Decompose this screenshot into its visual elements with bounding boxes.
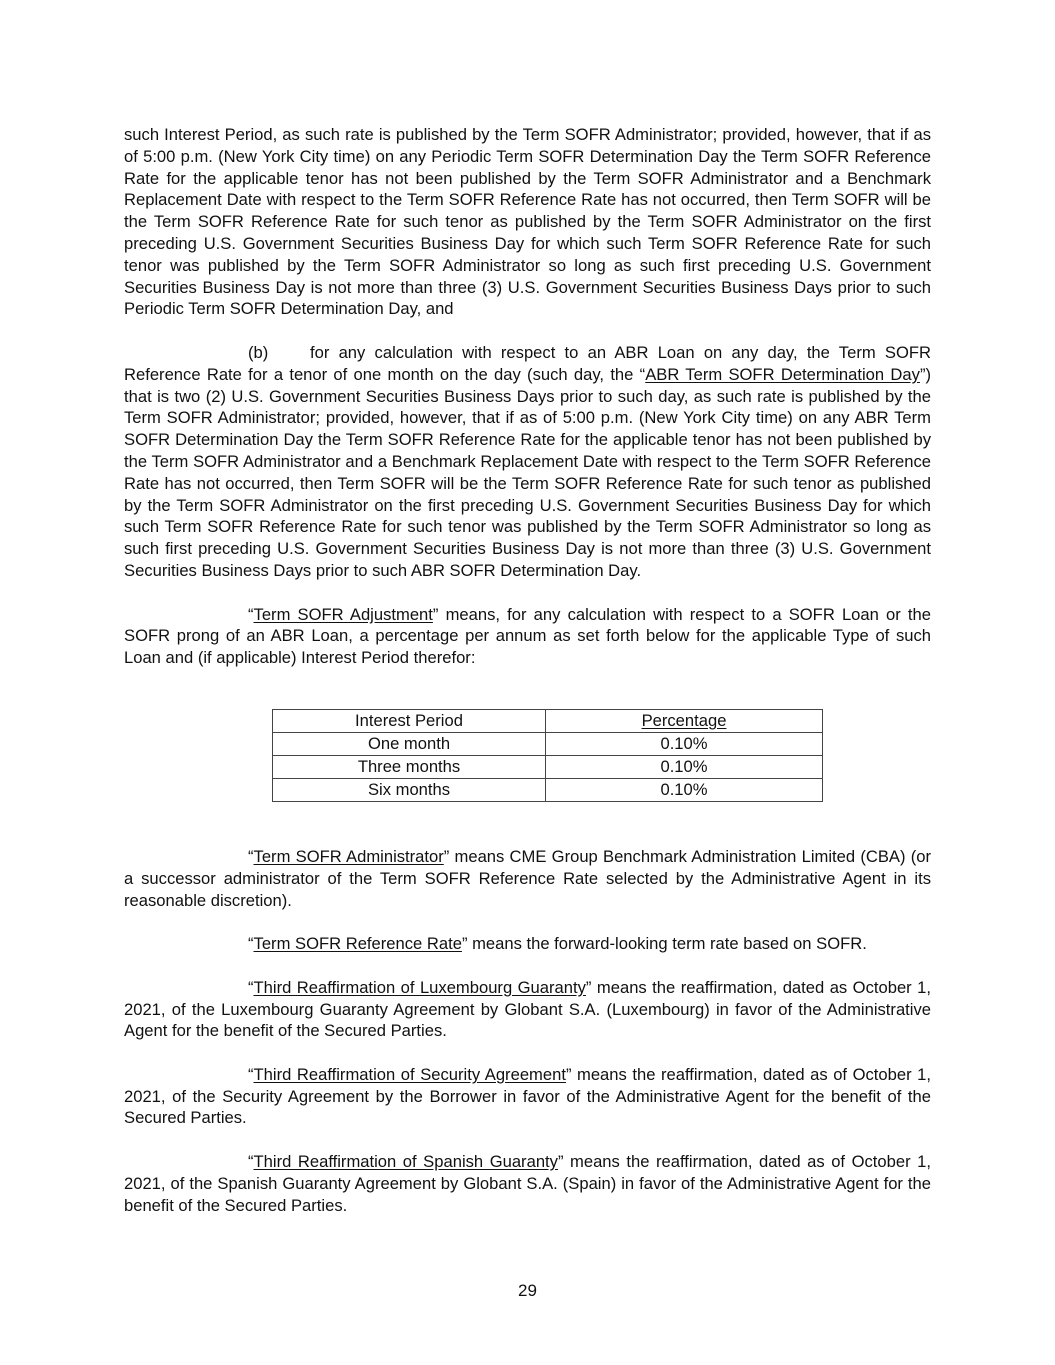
defined-term: ABR Term SOFR Determination Day: [645, 364, 920, 384]
clause-label: (b): [248, 342, 269, 362]
adjustment-table-wrapper: [272, 709, 823, 802]
adjustment-table: [272, 709, 823, 802]
defined-term: Third Reaffirmation of Spanish Guaranty: [253, 1152, 558, 1172]
cell-percentage: 0.10%: [546, 732, 823, 755]
definition-term-sofr-administrator: [124, 846, 931, 911]
table-row: [273, 778, 823, 801]
defined-term: Term SOFR Administrator: [253, 846, 444, 866]
cell-percentage: 0.10%: [546, 755, 823, 778]
definition-text: ” means the reaffirmation, dated as October 1, 2021, of the Luxembourg Guaranty Agreement by Globant S.A. (Luxembourg) in favor of the Administrative Agent for the benefit of the Secured Parties.: [124, 977, 932, 1041]
cell-interest-period: Three months: [273, 755, 546, 778]
defined-term: Third Reaffirmation of Security Agreement: [253, 1064, 566, 1084]
open-quote: “: [248, 604, 254, 624]
clause-text-post: ”) that is two (2) U.S. Government Securities Business Days prior to such day, as such rate is published by the Term SOFR Administrator; provided, however, that if as of 5:00 p.m. (New York City time) on any ABR Term SOFR Determination Day the Term SOFR Reference Rate for the applicable tenor has not been published by the Term SOFR Administrator and a Benchmark Replacement Date with respect to the Term SOFR Reference Rate has not occurred, then Term SOFR will be the Term SOFR Reference Rate for such tenor as published by the Term SOFR Administrator on the first preceding U.S. Government Securities Business Day for which such Term SOFR Reference Rate for such tenor was published by the Term SOFR Administrator so long as such first preceding U.S. Government Securities Business Day is not more than three (3) U.S. Government Securities Business Days prior to such ABR SOFR Determination Day.: [124, 364, 931, 580]
header-percentage-label: Percentage: [641, 710, 727, 730]
definition-security-agreement: [124, 1064, 931, 1129]
document-page: [124, 124, 931, 1216]
definition-luxembourg-guaranty: [124, 977, 931, 1042]
open-quote: “: [248, 1064, 254, 1084]
table-header-row: [273, 709, 823, 732]
open-quote: “: [248, 846, 254, 866]
definition-term-sofr-reference-rate: [124, 933, 931, 955]
open-quote: “: [248, 977, 254, 997]
cell-percentage: 0.10%: [546, 778, 823, 801]
open-quote: “: [248, 934, 254, 954]
definition-spanish-guaranty: [124, 1151, 931, 1216]
table-row: [273, 732, 823, 755]
definition-text: ” means CME Group Benchmark Administration Limited (CBA) (or a successor administrator of the Term SOFR Reference Rate selected by the Administrative Agent in its reasonable discretion).: [124, 846, 931, 910]
header-interest-period: Interest Period: [273, 709, 546, 732]
defined-term: Third Reaffirmation of Luxembourg Guaranty: [253, 977, 586, 997]
page-number: 29: [518, 1281, 537, 1300]
definition-text: ” means the forward-looking term rate based on SOFR.: [461, 934, 867, 954]
header-percentage: [546, 709, 823, 732]
cell-interest-period: One month: [273, 732, 546, 755]
definition-text: ” means the reaffirmation, dated as of October 1, 2021, of the Spanish Guaranty Agreement by Globant S.A. (Spain) in favor of the Administrative Agent for the benefit of the Secured Parties.: [124, 1152, 931, 1215]
definition-term-sofr-adjustment: [124, 604, 931, 669]
defined-term: Term SOFR Adjustment: [253, 604, 433, 624]
table-row: [273, 755, 823, 778]
definition-text: ” means, for any calculation with respect to a SOFR Loan or the SOFR prong of an ABR Loan, a percentage per annum as set forth below for the applicable Type of such Loan and (if applicable) Interest Period therefor:: [124, 604, 931, 668]
clause-text-pre: for any calculation with respect to an ABR Loan on any day, the Term SOFR Reference Rate for a tenor of one month on the day (such day, the “: [124, 342, 931, 384]
paragraph-clause-b: [124, 342, 931, 582]
paragraph-continuation: such Interest Period, as such rate is published by the Term SOFR Administrator; provided, however, that if as of 5:00 p.m. (New York City time) on any Periodic Term SOFR Determination Day the Term SOFR Reference Rate for the applicable tenor has not been published by the Term SOFR Administrator and a Benchmark Replacement Date with respect to the Term SOFR Reference Rate has not occurred, then Term SOFR will be the Term SOFR Reference Rate for such tenor as published by the Term SOFR Administrator on the first preceding U.S. Government Securities Business Day for which such Term SOFR Reference Rate for such tenor was published by the Term SOFR Administrator so long as such first preceding U.S. Government Securities Business Day is not more than three (3) U.S. Government Securities Business Days prior to such Periodic Term SOFR Determination Day, and: [124, 125, 931, 319]
defined-term: Term SOFR Reference Rate: [253, 934, 462, 954]
definition-text: ” means the reaffirmation, dated as of October 1, 2021, of the Security Agreement by the Borrower in favor of the Administrative Agent for the benefit of the Secured Parties.: [124, 1064, 931, 1128]
open-quote: “: [248, 1152, 254, 1172]
cell-interest-period: Six months: [273, 778, 546, 801]
